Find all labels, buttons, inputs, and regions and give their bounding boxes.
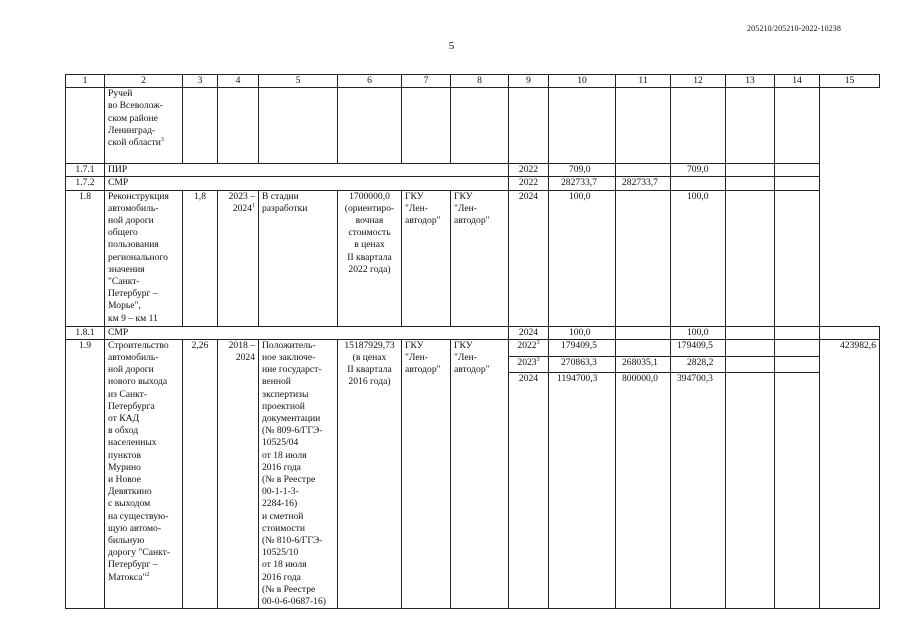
footnote-mark: 3 — [536, 356, 540, 363]
col-header: 1 — [66, 75, 105, 88]
amount-cell: 268035,1 — [616, 356, 671, 373]
year-cell: 2022 — [509, 164, 549, 177]
col-header: 5 — [259, 75, 338, 88]
year-cell: 2023$^3$ — [509, 356, 549, 373]
object-name: Ручей во Всеволож- ском районе Ленинград- ской области$^3$ — [105, 88, 183, 164]
amount-cell: 100,0 — [671, 326, 726, 339]
row-number: 1.7.1 — [66, 164, 105, 177]
col-header: 9 — [509, 75, 549, 88]
table-row — [66, 177, 880, 190]
col-header: 6 — [338, 75, 402, 88]
work-type: СМР — [105, 177, 509, 190]
column-number-row — [66, 75, 880, 88]
col-header: 7 — [402, 75, 451, 88]
amount-cell: 394700,3 — [671, 373, 726, 609]
amount-cell — [616, 339, 671, 356]
amount-cell: 800000,0 — [616, 373, 671, 609]
length-cell: 1,8 — [183, 190, 218, 326]
col-header: 11 — [616, 75, 671, 88]
table-row — [66, 164, 880, 177]
amount-cell: 1194700,3 — [549, 373, 616, 609]
amount-cell: 282733,7 — [616, 177, 671, 190]
year-cell: 2024 — [509, 190, 549, 326]
footnote-mark: 1 — [252, 202, 255, 209]
table-row — [66, 326, 880, 339]
footnote-mark: 2 — [146, 571, 150, 578]
amount-cell: 100,0 — [549, 190, 616, 326]
executor-cell: ГКУ "Лен- автодор" — [451, 339, 509, 608]
row-number: 1.8.1 — [66, 326, 105, 339]
table-row — [66, 190, 880, 326]
length-cell: 2,26 — [183, 339, 218, 608]
table-row — [66, 339, 880, 356]
row-number: 1.8 — [66, 190, 105, 326]
customer-cell: ГКУ "Лен- автодор" — [402, 190, 451, 326]
row-number: 1.9 — [66, 339, 105, 608]
footnote-mark: 3 — [160, 136, 164, 143]
status-cell: Положитель- ное заключе- ние государст- венной экспертизы проектной документации (№ 809-6/ГГЭ- 10525/04 от 18 июля 2016 года (№ в Реестре 00-1-1-3- 2284-16) и сметной стоимости (№ 810-6/ГГЭ- 10525/10 от 18 июля 2016 года (№ в Реестре 00-0-6-0687-16) — [259, 339, 338, 608]
year-cell: 2022$^3$ — [509, 339, 549, 356]
amount-cell: 179409,5 — [549, 339, 616, 356]
col-header: 3 — [183, 75, 218, 88]
col-header: 8 — [451, 75, 509, 88]
period-cell: 2023 – 2024$^1$ — [218, 190, 259, 326]
document-id: 205210/205210-2022-10238 — [747, 24, 841, 33]
status-cell: В стадии разработки — [259, 190, 338, 326]
amount-cell: 100,0 — [671, 190, 726, 326]
footnote-mark: 3 — [536, 339, 540, 346]
amount-cell: 423982,6 — [820, 339, 880, 608]
amount-cell: 709,0 — [671, 164, 726, 177]
cost-cell: 15187929,73 (в ценах II квартала 2016 года) — [338, 339, 402, 608]
cost-cell: 1700000,0 (ориентиро- вочная стоимость в ценах II квартала 2022 года) — [338, 190, 402, 326]
program-table — [65, 74, 880, 609]
amount-cell: 270863,3 — [549, 356, 616, 373]
page-number: 5 — [448, 40, 455, 52]
col-header: 10 — [549, 75, 616, 88]
customer-cell: ГКУ "Лен- автодор" — [402, 339, 451, 608]
amount-cell: 179409,5 — [671, 339, 726, 356]
object-name: Реконструкция автомобиль- ной дороги общего пользования регионального значения "Санкт- Петербург – Морье", км 9 – км 11 — [105, 190, 183, 326]
work-type: СМР — [105, 326, 509, 339]
row-number: 1.7.2 — [66, 177, 105, 190]
period-cell: 2018 – 2024 — [218, 339, 259, 608]
col-header: 15 — [820, 75, 880, 88]
col-header: 2 — [105, 75, 183, 88]
col-header: 14 — [775, 75, 820, 88]
amount-cell: 2828,2 — [671, 356, 726, 373]
year-cell: 2022 — [509, 177, 549, 190]
year-cell: 2024 — [509, 326, 549, 339]
col-header: 4 — [218, 75, 259, 88]
amount-cell — [671, 177, 726, 190]
col-header: 13 — [726, 75, 775, 88]
year-cell: 2024 — [509, 373, 549, 609]
amount-cell: 100,0 — [549, 326, 616, 339]
executor-cell: ГКУ "Лен- автодор" — [451, 190, 509, 326]
table-row — [66, 88, 880, 164]
work-type: ПИР — [105, 164, 509, 177]
amount-cell — [616, 164, 671, 177]
amount-cell: 709,0 — [549, 164, 616, 177]
col-header: 12 — [671, 75, 726, 88]
amount-cell: 282733,7 — [549, 177, 616, 190]
object-name: Строительство автомобиль- ной дороги нового выхода из Санкт- Петербурга от КАД в обход населенных пунктов Мурино и Новое Девяткино с выходом на существую- щую автомо- бильную дорогу "Санкт- Петербург – Матокса"$^2$ — [105, 339, 183, 608]
